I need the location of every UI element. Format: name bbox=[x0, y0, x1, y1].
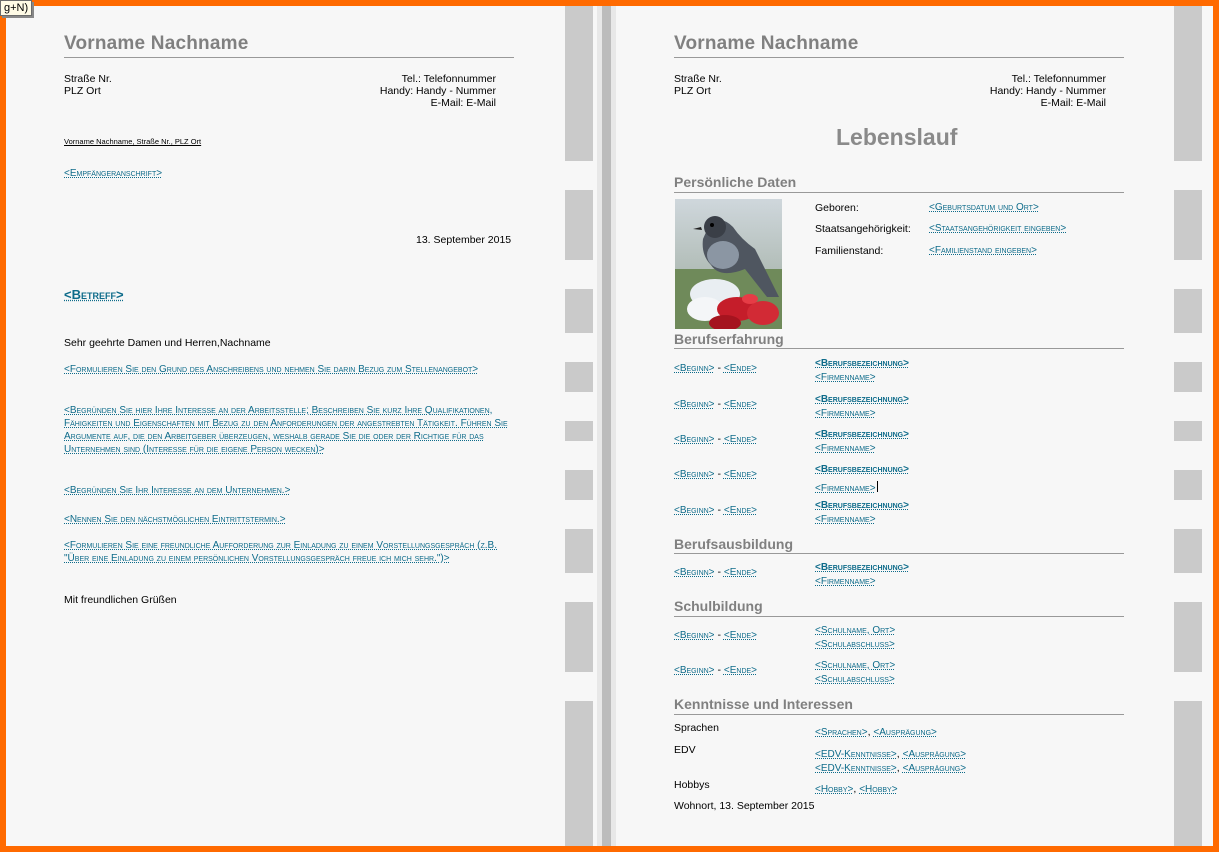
section-work-experience: Berufserfahrung bbox=[674, 331, 784, 347]
label-born: Geboren: bbox=[815, 202, 859, 214]
comma-separator: , bbox=[896, 748, 903, 760]
letter-city: PLZ Ort bbox=[64, 85, 101, 97]
edv-placeholder[interactable]: <EDV-Kenntnisse> bbox=[815, 763, 897, 774]
section-rule bbox=[674, 553, 1124, 554]
cv-title: Lebenslauf bbox=[836, 124, 958, 150]
section-rule bbox=[674, 192, 1124, 193]
company-placeholder[interactable]: <Firmenname> bbox=[815, 443, 876, 454]
school-degree-placeholder[interactable]: <Schulabschluss> bbox=[815, 639, 895, 650]
experience-dates[interactable] bbox=[674, 500, 757, 518]
paragraph-qualifications[interactable]: <Begründen Sie hier Ihre Interesse an der Arbeitsstelle; Beschreiben Sie kurz Ihre Qualifikationen, Fähigkeiten und Eigenschaften mit Bezug zu den Anforderungen der angestrebten Tätigkeit. Führen Sie Argumente auf, die den Arbeitgeber überzeugen, weshalb gerade Sie die oder der Richtige für das Unternehmen sind (Interesse für die eigene Person wecken)> bbox=[64, 405, 508, 455]
label-languages: Sprachen bbox=[674, 722, 719, 734]
sender-line: Vorname Nachname, Straße Nr., PLZ Ort bbox=[64, 137, 202, 146]
cv-page[interactable] bbox=[616, 6, 1213, 846]
begin-placeholder[interactable]: <Beginn> bbox=[674, 399, 715, 410]
date-separator: - bbox=[714, 629, 724, 641]
paragraph-reason[interactable]: <Formulieren Sie den Grund des Anschreibens und nehmen Sie darin Bezug zum Stellenangebot> bbox=[64, 364, 479, 375]
end-placeholder[interactable]: <Ende> bbox=[723, 434, 758, 445]
heading-rule bbox=[64, 57, 514, 58]
end-placeholder[interactable]: <Ende> bbox=[723, 399, 758, 410]
section-rule bbox=[674, 714, 1124, 715]
profile-photo[interactable] bbox=[675, 199, 782, 329]
paragraph-interview-request[interactable]: <Formulieren Sie eine freundliche Aufforderung zur Einladung zu einem Vorstellungsgespräch (z.B. "Über eine Einladung zu einem persönlichen Vorstellungsgespräch freue ich mich sehr.")> bbox=[64, 540, 498, 564]
school-name-placeholder[interactable]: <Schulname, Ort> bbox=[815, 625, 896, 636]
date-separator: - bbox=[714, 504, 724, 516]
experience-dates[interactable] bbox=[674, 394, 757, 412]
value-marital-status[interactable]: <Familienstand eingeben> bbox=[929, 245, 1037, 256]
job-title-placeholder[interactable]: <Berufsbezeichnung> bbox=[815, 358, 909, 369]
text-cursor bbox=[877, 481, 878, 492]
cv-city: PLZ Ort bbox=[674, 85, 711, 97]
value-nationality[interactable]: <Staatsangehörigkeit eingeben> bbox=[929, 223, 1067, 234]
end-placeholder[interactable]: <Ende> bbox=[723, 363, 758, 374]
subject-placeholder[interactable]: <Betreff> bbox=[64, 287, 124, 302]
languages-row[interactable] bbox=[815, 722, 937, 740]
begin-placeholder[interactable]: <Beginn> bbox=[674, 434, 715, 445]
end-placeholder[interactable]: <Ende> bbox=[723, 665, 758, 676]
job-title-placeholder[interactable]: <Berufsbezeichnung> bbox=[815, 394, 909, 405]
school-dates[interactable] bbox=[674, 625, 757, 643]
paragraph-company-interest[interactable]: <Begründen Sie Ihr Interesse an dem Unternehmen.> bbox=[64, 485, 291, 496]
begin-placeholder[interactable]: <Beginn> bbox=[674, 469, 715, 480]
level-placeholder[interactable]: <Ausprägung> bbox=[873, 727, 937, 738]
page-divider bbox=[597, 6, 616, 846]
cv-street: Straße Nr. bbox=[674, 73, 722, 85]
date-separator: - bbox=[714, 664, 724, 676]
label-edv: EDV bbox=[674, 744, 696, 756]
value-born[interactable]: <Geburtsdatum und Ort> bbox=[929, 202, 1039, 213]
comma-separator: , bbox=[896, 762, 903, 774]
level-placeholder[interactable]: <Ausprägung> bbox=[902, 749, 967, 760]
begin-placeholder[interactable]: <Beginn> bbox=[674, 567, 715, 578]
cv-email: E-Mail: E-Mail bbox=[1040, 97, 1106, 109]
heading-rule bbox=[674, 57, 1124, 58]
cv-place-date: Wohnort, 13. September 2015 bbox=[674, 800, 815, 812]
company-placeholder[interactable]: <Firmenname> bbox=[815, 576, 876, 587]
date-separator: - bbox=[714, 398, 724, 410]
date-separator: - bbox=[714, 566, 724, 578]
school-name-placeholder[interactable]: <Schulname, Ort> bbox=[815, 660, 896, 671]
begin-placeholder[interactable]: <Beginn> bbox=[674, 363, 715, 374]
cv-mobile: Handy: Handy - Nummer bbox=[989, 85, 1106, 97]
section-personal-data: Persönliche Daten bbox=[674, 174, 797, 190]
comma-separator: , bbox=[853, 783, 860, 795]
letter-street: Straße Nr. bbox=[64, 73, 112, 85]
section-skills-interests: Kenntnisse und Interessen bbox=[674, 696, 853, 712]
cv-phone: Tel.: Telefonnummer bbox=[1011, 73, 1106, 85]
hobby-placeholder[interactable]: <Hobby> bbox=[815, 784, 854, 795]
end-placeholder[interactable]: <Ende> bbox=[723, 469, 758, 480]
date-separator: - bbox=[714, 362, 724, 374]
label-hobbies: Hobbys bbox=[674, 779, 710, 791]
job-title-placeholder[interactable]: <Berufsbezeichnung> bbox=[815, 500, 909, 511]
letter-email: E-Mail: E-Mail bbox=[430, 97, 496, 109]
job-title-placeholder[interactable]: <Berufsbezeichnung> bbox=[815, 464, 909, 475]
edv-placeholder[interactable]: <EDV-Kenntnisse> bbox=[815, 749, 897, 760]
section-rule bbox=[674, 348, 1124, 349]
company-placeholder[interactable]: <Firmenname> bbox=[815, 408, 876, 419]
end-placeholder[interactable]: <Ende> bbox=[723, 630, 758, 641]
letter-phone: Tel.: Telefonnummer bbox=[401, 73, 496, 85]
label-marital-status: Familienstand: bbox=[815, 245, 884, 257]
school-dates[interactable] bbox=[674, 660, 757, 678]
comma-separator: , bbox=[867, 726, 874, 738]
hobby-placeholder[interactable]: <Hobby> bbox=[859, 784, 898, 795]
experience-dates[interactable] bbox=[674, 429, 757, 447]
edv-row[interactable] bbox=[815, 758, 966, 776]
closing: Mit freundlichen Grüßen bbox=[64, 594, 177, 606]
letter-name-heading: Vorname Nachname bbox=[64, 33, 249, 54]
shortcut-tooltip: g+N) bbox=[0, 0, 32, 16]
page-edge-stripe bbox=[1174, 6, 1202, 846]
level-placeholder[interactable]: <Ausprägung> bbox=[902, 763, 967, 774]
company-placeholder[interactable]: <Firmenname> bbox=[815, 483, 876, 494]
begin-placeholder[interactable]: <Beginn> bbox=[674, 665, 715, 676]
section-rule bbox=[674, 616, 1124, 617]
begin-placeholder[interactable]: <Beginn> bbox=[674, 505, 715, 516]
salutation: Sehr geehrte Damen und Herren,Nachname bbox=[64, 337, 271, 349]
letter-mobile: Handy: Handy - Nummer bbox=[379, 85, 496, 97]
end-placeholder[interactable]: <Ende> bbox=[723, 567, 758, 578]
date-separator: - bbox=[714, 433, 724, 445]
date-separator: - bbox=[714, 468, 724, 480]
letter-date: 13. September 2015 bbox=[416, 234, 512, 246]
page-edge-stripe bbox=[565, 6, 593, 846]
languages-placeholder[interactable]: <Sprachen> bbox=[815, 727, 868, 738]
label-nationality: Staatsangehörigkeit: bbox=[815, 223, 911, 235]
cover-letter-page[interactable] bbox=[6, 6, 597, 846]
training-dates[interactable] bbox=[674, 562, 757, 580]
cv-name-heading: Vorname Nachname bbox=[674, 33, 859, 54]
end-placeholder[interactable]: <Ende> bbox=[723, 505, 758, 516]
begin-placeholder[interactable]: <Beginn> bbox=[674, 630, 715, 641]
section-school: Schulbildung bbox=[674, 598, 763, 614]
job-title-placeholder[interactable]: <Berufsbezeichnung> bbox=[815, 429, 909, 440]
company-placeholder[interactable]: <Firmenname> bbox=[815, 514, 876, 525]
paragraph-start-date[interactable]: <Nennen Sie den nächstmöglichen Eintrittstermin.> bbox=[64, 514, 286, 525]
experience-dates[interactable] bbox=[674, 464, 757, 482]
experience-dates[interactable] bbox=[674, 358, 757, 376]
job-title-placeholder[interactable]: <Berufsbezeichnung> bbox=[815, 562, 909, 573]
hobbies-row[interactable] bbox=[815, 779, 898, 797]
company-placeholder[interactable]: <Firmenname> bbox=[815, 372, 876, 383]
recipient-placeholder[interactable]: <Empfängeranschrift> bbox=[64, 168, 163, 179]
section-vocational-training: Berufsausbildung bbox=[674, 536, 794, 552]
school-degree-placeholder[interactable]: <Schulabschluss> bbox=[815, 674, 895, 685]
company-field-active[interactable] bbox=[815, 478, 878, 496]
